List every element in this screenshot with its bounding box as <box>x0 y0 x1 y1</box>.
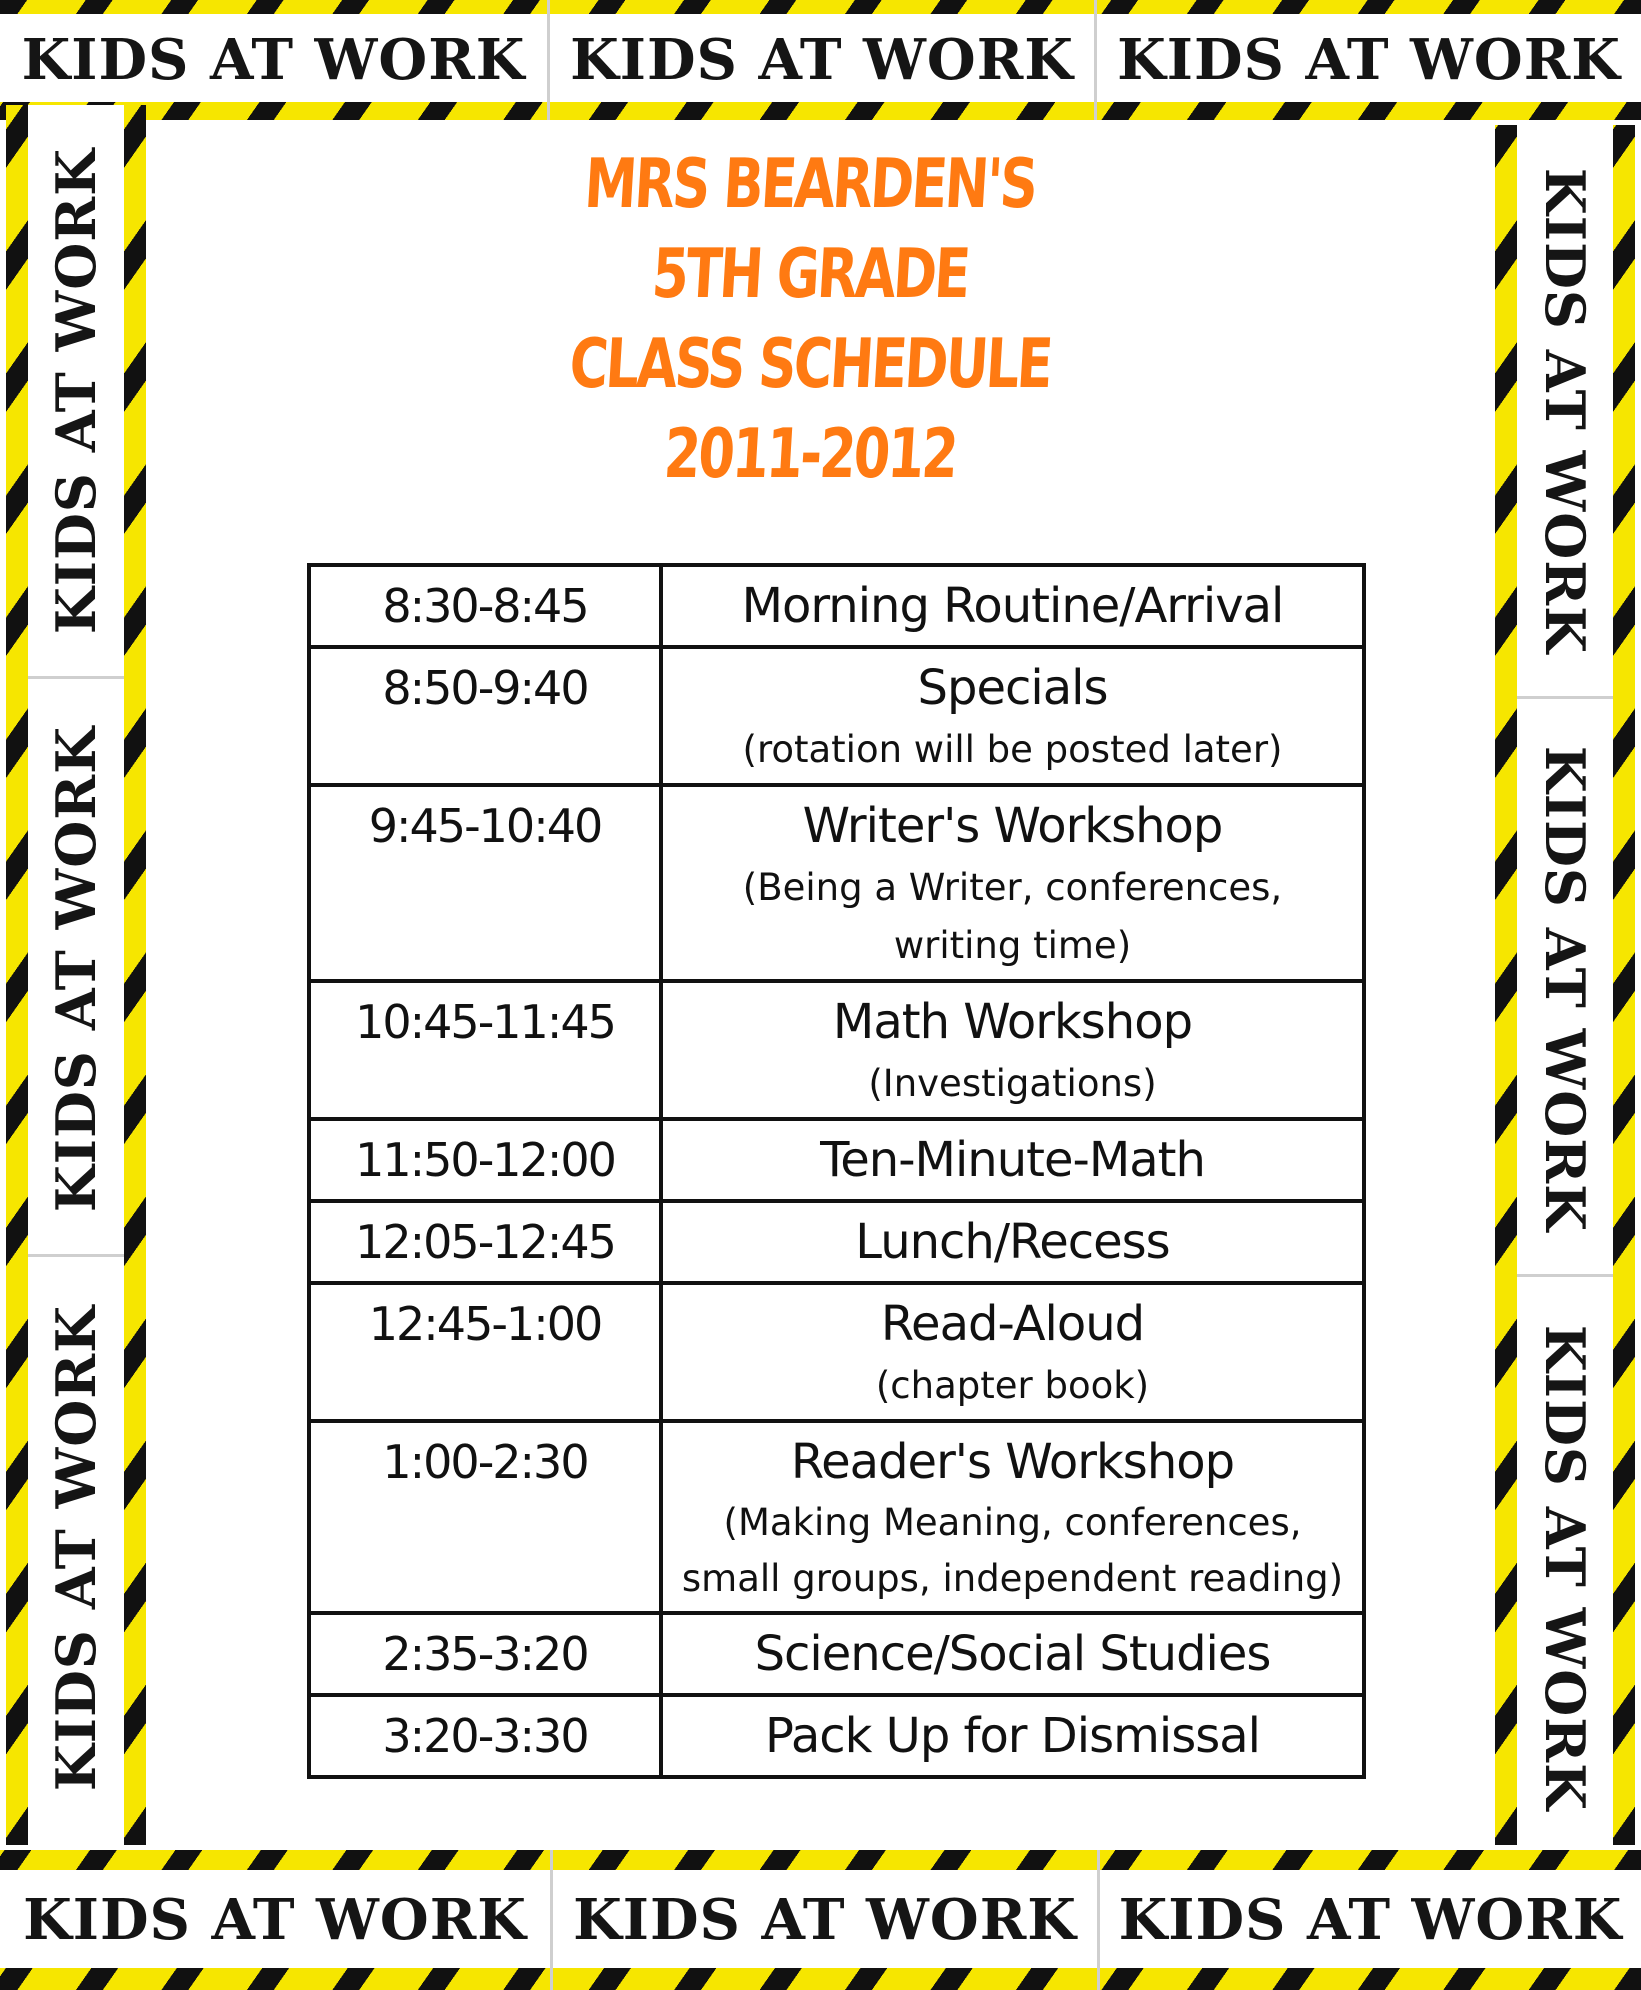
tape-segment <box>1517 703 1613 1277</box>
title-teacher: MRS BEARDEN'S <box>582 145 1038 224</box>
tape-stripe <box>1613 125 1635 1845</box>
tape-segment <box>0 1860 550 1990</box>
schedule-activity-cell <box>661 565 1364 647</box>
schedule-table <box>307 563 1366 1779</box>
tape-label: KIDS AT WORK <box>573 1887 1077 1953</box>
schedule-activity-cell <box>661 1119 1364 1201</box>
schedule-time: 10:45-11:45 <box>309 981 661 1119</box>
tape-segment <box>28 683 124 1257</box>
schedule-activity-note: (chapter book) <box>875 1364 1150 1407</box>
schedule-activity: Pack Up for Dismissal <box>765 1708 1260 1764</box>
table-row <box>309 1695 1364 1777</box>
right-caution-tape <box>1495 125 1635 1845</box>
table-row <box>309 1119 1364 1201</box>
schedule-time: 12:05-12:45 <box>309 1201 661 1283</box>
tape-stripe <box>6 105 28 1845</box>
schedule-activity-cell <box>661 785 1364 981</box>
tape-segment <box>28 105 124 679</box>
table-row <box>309 1201 1364 1283</box>
schedule-activity-note: (Being a Writer, conferences, writing time) <box>742 866 1283 967</box>
tape-segment <box>1517 125 1613 699</box>
table-row <box>309 785 1364 981</box>
table-row <box>309 1283 1364 1421</box>
table-row <box>309 647 1364 785</box>
tape-label: KIDS AT WORK <box>1118 1887 1623 1953</box>
schedule-activity: Science/Social Studies <box>754 1626 1271 1682</box>
schedule-activity: Ten-Minute-Math <box>820 1132 1205 1188</box>
top-caution-tape <box>0 0 1641 120</box>
schedule-activity: Math Workshop <box>832 994 1193 1050</box>
tape-stripe <box>1495 125 1517 1845</box>
tape-label: KIDS AT WORK <box>44 147 108 634</box>
schedule-activity: Read-Aloud <box>880 1296 1145 1352</box>
table-row <box>309 1421 1364 1613</box>
schedule-activity: Lunch/Recess <box>855 1214 1170 1270</box>
tape-segment <box>0 0 547 120</box>
schedule-time: 3:20-3:30 <box>309 1695 661 1777</box>
schedule-activity: Reader's Workshop <box>790 1434 1235 1490</box>
title-grade: 5TH GRADE <box>649 235 971 314</box>
left-caution-tape <box>6 105 146 1845</box>
schedule-activity: Writer's Workshop <box>802 798 1223 854</box>
schedule-time: 9:45-10:40 <box>309 785 661 981</box>
schedule-activity-note: (rotation will be posted later) <box>742 728 1283 771</box>
title-schedule: CLASS SCHEDULE <box>567 325 1053 404</box>
schedule-body <box>309 565 1364 1777</box>
schedule-activity-cell <box>661 1695 1364 1777</box>
schedule-activity-cell <box>661 1421 1364 1613</box>
tape-segment <box>1100 1860 1641 1990</box>
tape-label: KIDS AT WORK <box>21 27 526 93</box>
tape-stripe <box>124 105 146 1845</box>
tape-segment <box>553 1860 1097 1990</box>
schedule-activity: Morning Routine/Arrival <box>741 578 1284 634</box>
tape-label: KIDS AT WORK <box>1533 1324 1597 1812</box>
schedule-activity: Specials <box>917 660 1108 716</box>
tape-label: KIDS AT WORK <box>1117 27 1621 93</box>
tape-label: KIDS AT WORK <box>44 725 108 1212</box>
schedule-activity-note: (Investigations) <box>868 1062 1157 1105</box>
tape-label: KIDS AT WORK <box>23 1887 527 1953</box>
tape-segment <box>1097 0 1641 120</box>
tape-segment <box>1517 1281 1613 1845</box>
table-row <box>309 1613 1364 1695</box>
tape-segment <box>550 0 1094 120</box>
tape-label: KIDS AT WORK <box>1533 167 1597 654</box>
page-title <box>300 140 1320 500</box>
table-row <box>309 565 1364 647</box>
schedule-time: 12:45-1:00 <box>309 1283 661 1421</box>
tape-label: KIDS AT WORK <box>1533 745 1597 1232</box>
title-year: 2011-2012 <box>661 415 959 494</box>
schedule-time: 11:50-12:00 <box>309 1119 661 1201</box>
schedule-activity-note: (Making Meaning, conferences, small groups, independent reading) <box>681 1501 1344 1600</box>
schedule-time: 8:30-8:45 <box>309 565 661 647</box>
bottom-caution-tape <box>0 1850 1641 1990</box>
schedule-activity-cell <box>661 647 1364 785</box>
schedule-activity-cell <box>661 1283 1364 1421</box>
schedule-time: 2:35-3:20 <box>309 1613 661 1695</box>
schedule-time: 8:50-9:40 <box>309 647 661 785</box>
tape-segment <box>28 1261 124 1835</box>
tape-label: KIDS AT WORK <box>570 27 1074 93</box>
tape-label: KIDS AT WORK <box>44 1304 108 1792</box>
schedule-activity-cell <box>661 981 1364 1119</box>
schedule-activity-cell <box>661 1201 1364 1283</box>
schedule-time: 1:00-2:30 <box>309 1421 661 1613</box>
schedule-activity-cell <box>661 1613 1364 1695</box>
table-row <box>309 981 1364 1119</box>
